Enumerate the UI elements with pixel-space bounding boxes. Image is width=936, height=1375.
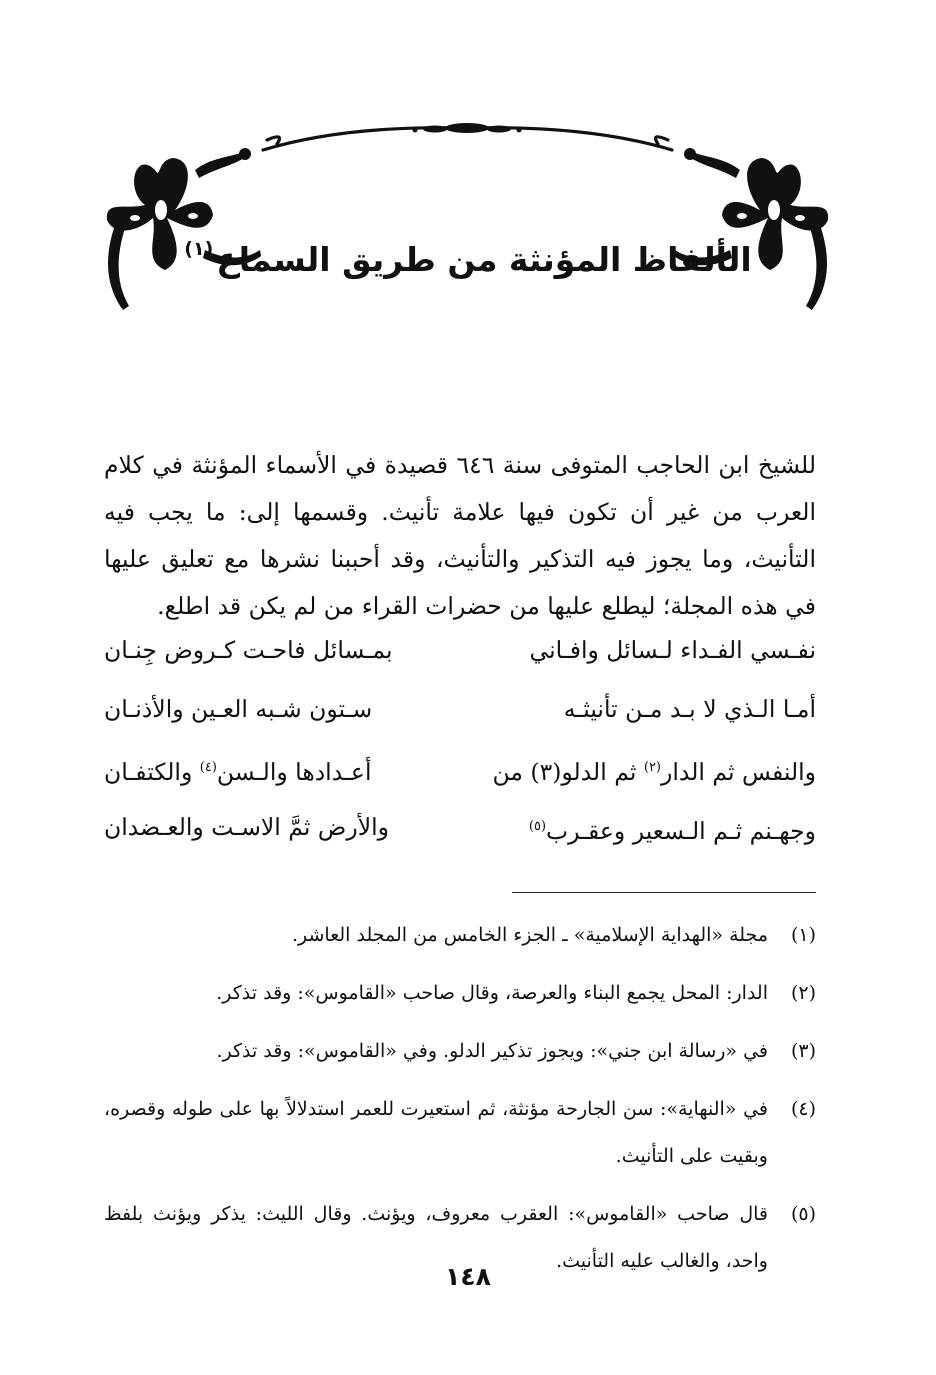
title-footnote-ref: (١) — [184, 238, 214, 260]
verse-second-hemistich: والأرض ثمَّ الاسـت والعـضدان — [104, 813, 389, 841]
footnote-text: قال صاحب «القاموس»: العقرب معروف، ويؤنث. وقال الليث: يذكر ويؤنث بلفظ واحد، والغالب عليه التأنيث. — [104, 1203, 768, 1272]
footnote — [104, 1086, 816, 1180]
footnote-ref: (٥) — [528, 819, 547, 834]
footnote-divider — [512, 892, 816, 893]
poem — [104, 628, 816, 864]
footnote-text: في «النهاية»: سن الجارحة مؤنثة، ثم استعيرت للعمر استدلالاً بها على طوله وقصره، وبقيت على التأنيث. — [104, 1098, 768, 1167]
footnotes — [104, 912, 816, 1296]
intro-paragraph: للشيخ ابن الحاجب المتوفى سنة ٦٤٦ قصيدة في الأسماء المؤنثة في كلام العرب من غير أن تكون فيها علامة تأنيث. وقسمها إلى: ما يجب فيه التأنيث، وما يجوز فيه التذكير والتأنيث، وقد أحببنا نشرها مع تعليق عليها في هذه المجلة؛ ليطلع عليها من حضرات القراء من لم يكن قد اطلع. — [104, 450, 816, 620]
footnote-ref: (٢) — [643, 760, 661, 775]
footnote-number: (٥) — [790, 1203, 816, 1225]
footnote — [104, 1028, 816, 1075]
verse-first-hemistich: وجهـنم ثـم الـسعير وعقـرب$^{(٥)}$ — [528, 816, 816, 845]
page-number: ١٤٨ — [445, 1262, 491, 1291]
poem-verse — [104, 628, 816, 687]
footnote — [104, 970, 816, 1017]
footnote-ref: (٤) — [199, 760, 217, 775]
footnote-text: في «رسالة ابن جني»: ويجوز تذكير الدلو. وفي «القاموس»: وقد تذكر. — [216, 1040, 768, 1062]
footnote-number: (٣) — [790, 1040, 816, 1062]
poem-verse — [104, 805, 816, 864]
footnote — [104, 912, 816, 959]
poem-verse — [104, 746, 816, 805]
footnote-number: (١) — [790, 924, 816, 946]
verse-first-hemistich: والنفس ثم الدار$^{(٢)}$ ثم الدلو(٣) من — [492, 757, 816, 786]
poem-verse — [104, 687, 816, 746]
footnote-text: الدار: المحل يجمع البناء والعرصة، وقال صاحب «القاموس»: وقد تذكر. — [216, 982, 768, 1004]
verse-second-hemistich: أعـدادها والـسن$^{(٤)}$ والكتفـان — [104, 757, 372, 786]
page-title-text: الألفاظ المؤنثة من طريق السماع — [216, 240, 752, 279]
footnote-number: (٢) — [790, 982, 816, 1004]
footnote-number: (٤) — [790, 1098, 816, 1120]
title-container — [0, 238, 936, 279]
verse-first-hemistich: نفـسي الفـداء لـسائل وافـاني — [529, 636, 816, 664]
decorative-header-ornament — [95, 110, 840, 320]
page-title — [184, 238, 751, 279]
verse-second-hemistich: سـتون شـبه العـين والأذنـان — [104, 695, 373, 723]
footnote-text: مجلة «الهداية الإسلامية» ـ الجزء الخامس من المجلد العاشر. — [291, 924, 768, 946]
verse-first-hemistich: أمـا الـذي لا بـد مـن تأنيثـه — [563, 695, 816, 723]
verse-second-hemistich: بمـسائل فاحـت كـروض جِنـان — [104, 636, 393, 664]
